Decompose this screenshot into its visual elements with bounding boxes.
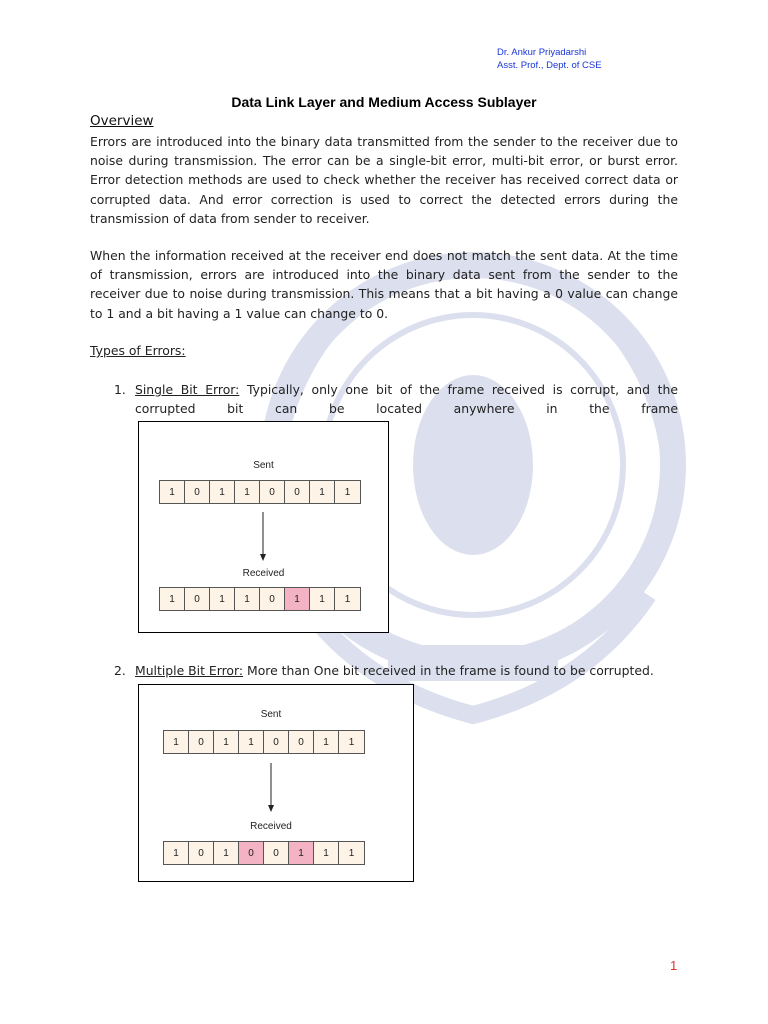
multiple-bit-error-diagram: [138, 684, 414, 882]
list-item-label: Single Bit Error:: [135, 382, 240, 397]
list-item-text: More than One bit received in the frame is found to be corrupted.: [243, 663, 654, 678]
bit-cell: 1: [214, 731, 239, 753]
list-number: 2.: [114, 663, 126, 678]
list-item-label: Multiple Bit Error:: [135, 663, 244, 678]
bit-cell: 1: [210, 588, 235, 610]
bit-cell: 0: [185, 588, 210, 610]
bit-cell: 0: [289, 731, 314, 753]
bit-cell: 1: [164, 842, 189, 864]
list-number: 1.: [114, 382, 126, 397]
bit-cell: 1: [160, 588, 185, 610]
types-heading: Types of Errors:: [90, 343, 186, 358]
list-item-text: Typically, only one bit of the frame received is corrupt, and the corrupted bit can be located anywhere in the frame: [135, 382, 678, 417]
bit-cell: 0: [185, 481, 210, 503]
bit-cell: 1: [235, 481, 260, 503]
received-bits: [159, 587, 361, 611]
received-bits: [163, 841, 365, 865]
sent-label: Sent: [260, 709, 282, 720]
single-bit-error-diagram: [138, 421, 389, 633]
bit-cell: 1: [210, 481, 235, 503]
list-item-body: [135, 380, 678, 418]
overview-heading: Overview: [90, 113, 154, 129]
list-item-multiple-bit-error: [114, 661, 678, 680]
error-bit-cell: 0: [239, 842, 264, 864]
overview-paragraph-1: Errors are introduced into the binary data transmitted from the sender to the receiver due to noise during transmission. The error can be a single-bit error, multi-bit error, or burst error. Error detection methods are used to check whether the receiver has received correct data or corrupted data. And error correction is used to correct the detected errors during the transmission of data from sender to receiver.: [90, 134, 678, 226]
bit-cell: 0: [285, 481, 310, 503]
sent-label: Sent: [253, 460, 274, 471]
bit-cell: 1: [310, 481, 335, 503]
bit-cell: 1: [339, 731, 364, 753]
author-title: Asst. Prof., Dept. of CSE: [497, 60, 602, 71]
bit-cell: 1: [314, 731, 339, 753]
error-bit-cell: 1: [289, 842, 314, 864]
error-bit-cell: 1: [285, 588, 310, 610]
bit-cell: 0: [260, 588, 285, 610]
author-block: [497, 46, 602, 72]
author-name: Dr. Ankur Priyadarshi: [497, 47, 587, 58]
overview-paragraph-2: When the information received at the receiver end does not match the sent data. At the time of transmission, errors are introduced into the binary data sent from the sender to the receiver due to noise during transmission. This means that a bit having a 0 value can change to 1 and a bit having a 1 value can change to 0.: [90, 248, 678, 321]
bit-cell: 1: [335, 588, 360, 610]
bit-cell: 1: [339, 842, 364, 864]
bit-cell: 0: [189, 842, 214, 864]
page-title: Data Link Layer and Medium Access Sublayer: [231, 94, 537, 110]
list-item-single-bit-error: [114, 380, 678, 417]
page-number: 1: [670, 958, 678, 973]
sent-bits: [163, 730, 365, 754]
bit-cell: 0: [260, 481, 285, 503]
received-label: Received: [250, 821, 292, 832]
bit-cell: 1: [235, 588, 260, 610]
bit-cell: 1: [160, 481, 185, 503]
down-arrow-icon: [266, 763, 276, 813]
bit-cell: 0: [264, 731, 289, 753]
bit-cell: 1: [214, 842, 239, 864]
bit-cell: 1: [314, 842, 339, 864]
bit-cell: 1: [335, 481, 360, 503]
bit-cell: 1: [239, 731, 264, 753]
bit-cell: 0: [189, 731, 214, 753]
bit-cell: 1: [310, 588, 335, 610]
bit-cell: 1: [164, 731, 189, 753]
bit-cell: 0: [264, 842, 289, 864]
down-arrow-icon: [258, 512, 268, 562]
received-label: Received: [242, 568, 285, 579]
sent-bits: [159, 480, 361, 504]
